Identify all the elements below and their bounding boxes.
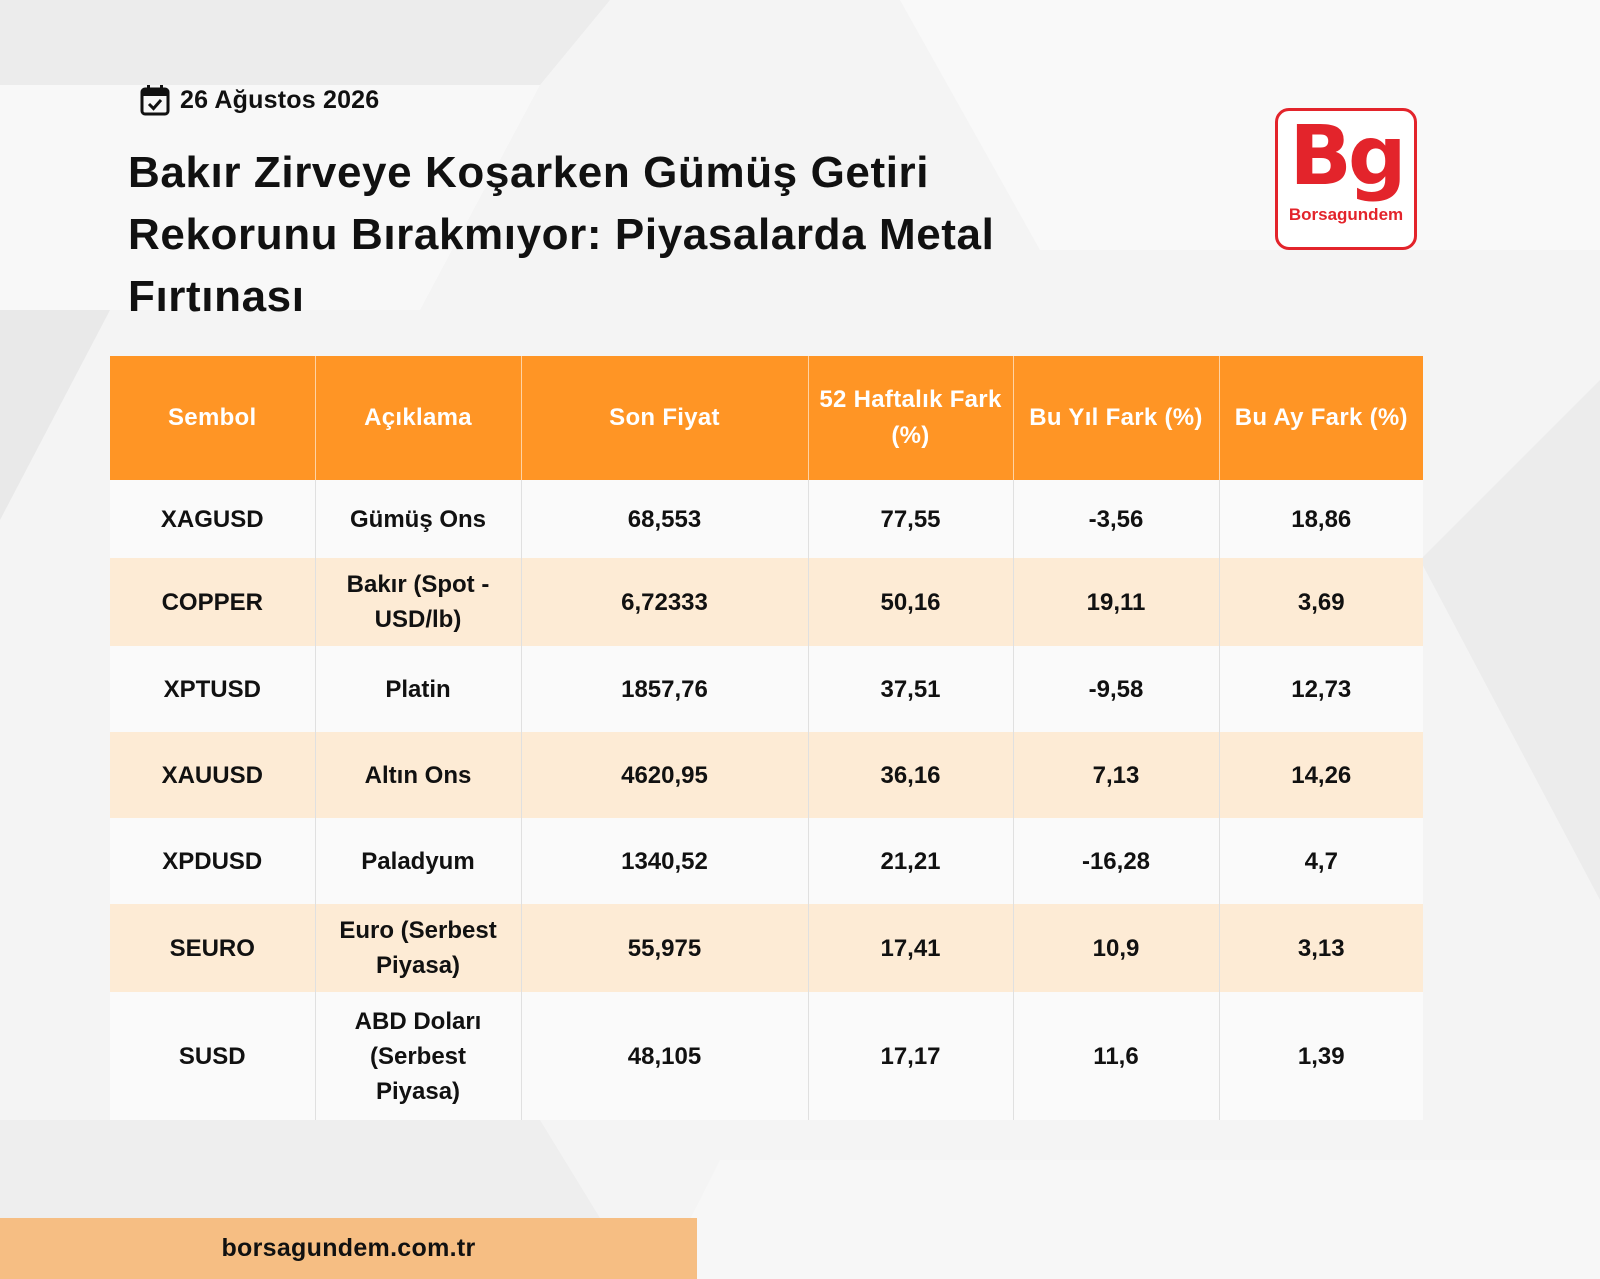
cell-description: Bakır (Spot - USD/lb) [315,558,521,646]
cell-52w-change: 50,16 [808,558,1013,646]
cell-mtd-change: 14,26 [1219,732,1423,818]
calendar-check-icon [140,84,170,116]
cell-ytd-change: -16,28 [1013,818,1219,904]
cell-description: Altın Ons [315,732,521,818]
table-row [110,904,1423,992]
cell-description: Gümüş Ons [315,480,521,558]
cell-price: 6,72333 [521,558,808,646]
cell-symbol: XPTUSD [110,646,315,732]
table-row [110,480,1423,558]
cell-52w-change: 17,17 [808,992,1013,1120]
cell-mtd-change: 1,39 [1219,992,1423,1120]
cell-52w-change: 77,55 [808,480,1013,558]
cell-ytd-change: 11,6 [1013,992,1219,1120]
cell-price: 55,975 [521,904,808,992]
cell-52w-change: 17,41 [808,904,1013,992]
table-row [110,732,1423,818]
header-bu-ay-fark: Bu Ay Fark (%) [1219,356,1423,480]
cell-symbol: XAUUSD [110,732,315,818]
cell-mtd-change: 3,13 [1219,904,1423,992]
cell-ytd-change: -9,58 [1013,646,1219,732]
table-row [110,558,1423,646]
cell-symbol: SEURO [110,904,315,992]
date-row [140,84,379,116]
cell-ytd-change: 19,11 [1013,558,1219,646]
cell-ytd-change: -3,56 [1013,480,1219,558]
cell-52w-change: 37,51 [808,646,1013,732]
cell-price: 68,553 [521,480,808,558]
table-header-row [110,356,1423,480]
publish-date: 26 Ağustos 2026 [180,85,380,114]
cell-description: Paladyum [315,818,521,904]
cell-symbol: XPDUSD [110,818,315,904]
table-row [110,818,1423,904]
cell-description: ABD Doları (Serbest Piyasa) [315,992,521,1120]
cell-price: 4620,95 [521,732,808,818]
footer-bar [0,1218,697,1279]
header-aciklama: Açıklama [315,356,521,480]
table-row [110,992,1423,1120]
cell-mtd-change: 18,86 [1219,480,1423,558]
metals-table [110,356,1423,1120]
cell-price: 1340,52 [521,818,808,904]
cell-price: 1857,76 [521,646,808,732]
cell-symbol: XAGUSD [110,480,315,558]
cell-mtd-change: 4,7 [1219,818,1423,904]
logo-text: Borsagundem [1288,205,1404,224]
borsagundem-logo[interactable] [1275,108,1417,250]
cell-ytd-change: 7,13 [1013,732,1219,818]
site-url-link[interactable]: borsagundem.com.tr [221,1234,476,1262]
header-bu-yil-fark: Bu Yıl Fark (%) [1013,356,1219,480]
cell-52w-change: 21,21 [808,818,1013,904]
cell-mtd-change: 12,73 [1219,646,1423,732]
cell-description: Euro (Serbest Piyasa) [315,904,521,992]
header-sembol: Sembol [110,356,315,480]
cell-mtd-change: 3,69 [1219,558,1423,646]
cell-symbol: COPPER [110,558,315,646]
logo-mark: Bg [1289,109,1403,204]
cell-ytd-change: 10,9 [1013,904,1219,992]
header-52-haftalik-fark: 52 Haftalık Fark (%) [808,356,1013,480]
cell-price: 48,105 [521,992,808,1120]
cell-52w-change: 36,16 [808,732,1013,818]
cell-description: Platin [315,646,521,732]
table-row [110,646,1423,732]
page-title: Bakır Zirveye Koşarken Gümüş Getiri Rekorunu Bırakmıyor: Piyasalarda Metal Fırtınası [128,148,995,321]
cell-symbol: SUSD [110,992,315,1120]
header-son-fiyat: Son Fiyat [521,356,808,480]
